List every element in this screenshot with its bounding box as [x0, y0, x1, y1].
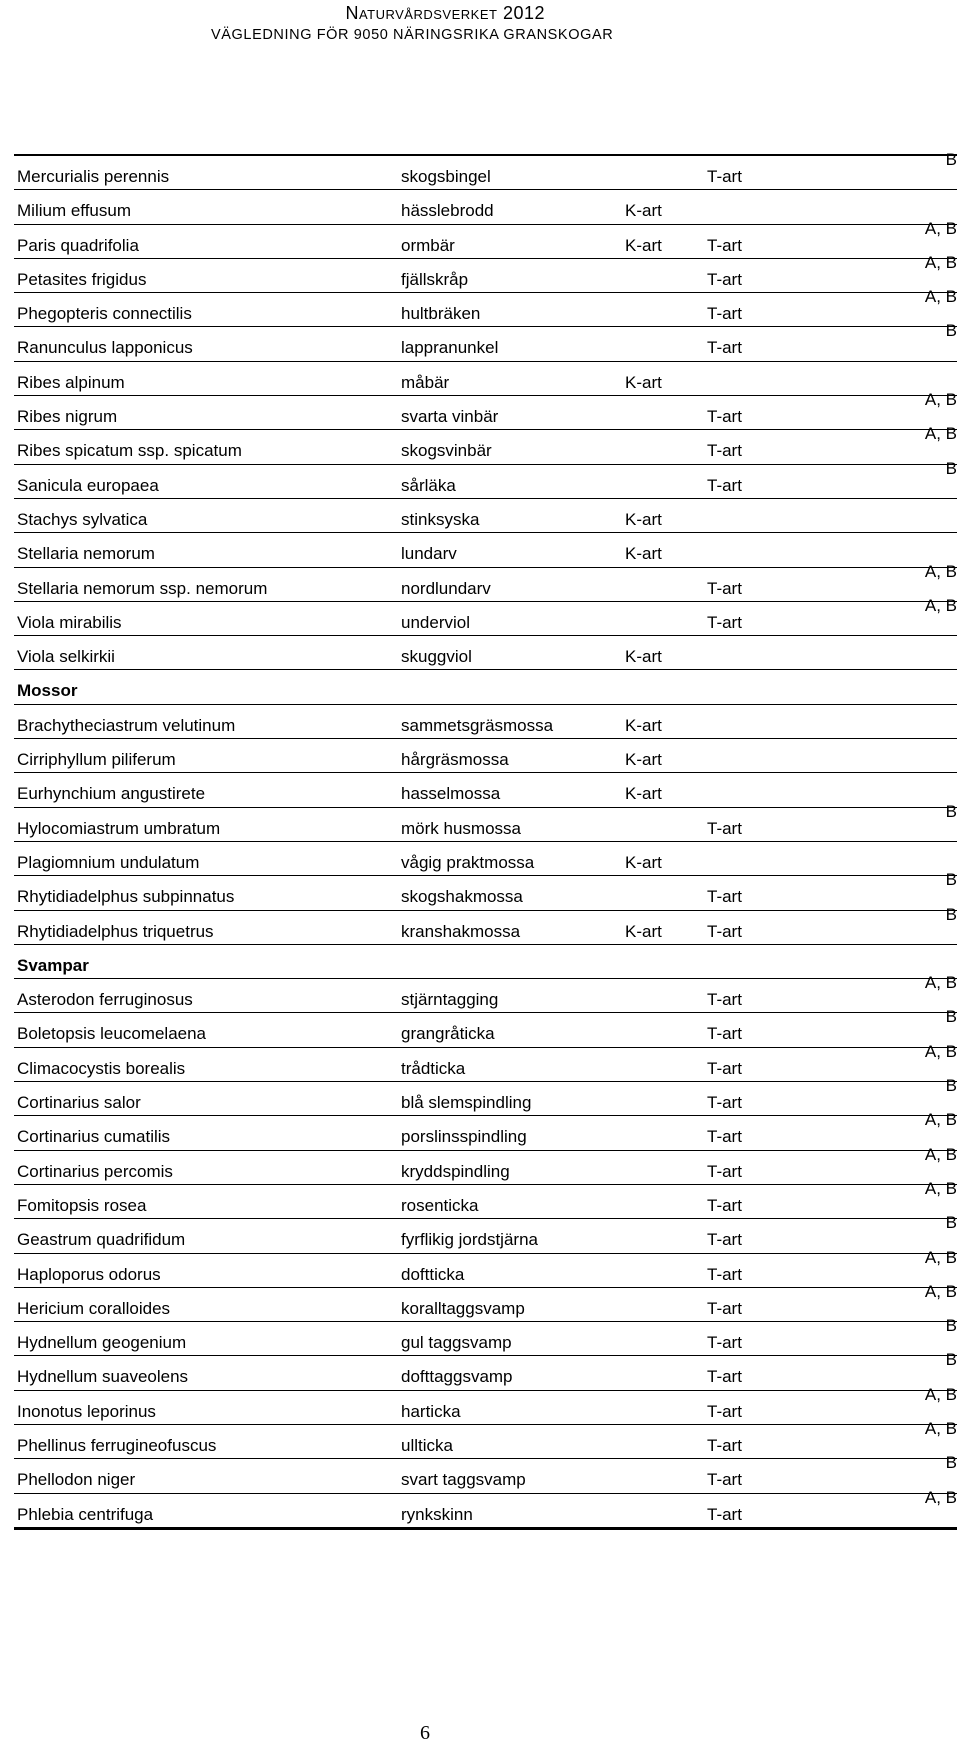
k-art-cell: K-art: [625, 544, 662, 564]
swedish-name-cell: fyrflikig jordstjärna: [401, 1230, 538, 1250]
swedish-name-cell: måbär: [401, 372, 450, 392]
latin-name-cell: Phlebia centrifuga: [17, 1504, 154, 1524]
t-art-cell: T-art: [707, 1401, 742, 1421]
page-number: 6: [420, 1722, 430, 1744]
t-art-cell: T-art: [707, 1230, 742, 1250]
swedish-name-cell: trådticka: [401, 1058, 466, 1078]
swedish-name-cell: stinksyska: [401, 509, 480, 529]
habitat-code-cell: B: [945, 1350, 957, 1370]
latin-name-cell: Mercurialis perennis: [17, 167, 170, 186]
table-row: [14, 499, 957, 533]
t-art-cell: T-art: [707, 475, 742, 495]
table-row: [14, 595, 957, 636]
table-row: [14, 1350, 957, 1390]
table-row: [14, 739, 957, 773]
latin-name-cell: Hydnellum geogenium: [17, 1333, 187, 1353]
header-publisher: Naturvårdsverket 2012: [345, 3, 545, 23]
t-art-cell: T-art: [707, 407, 742, 427]
swedish-name-cell: skogsbingel: [401, 167, 491, 186]
habitat-code-cell: B: [945, 870, 957, 890]
swedish-name-cell: dofttaggsvamp: [401, 1367, 513, 1387]
t-art-cell: T-art: [707, 1504, 742, 1524]
table-row: [14, 190, 957, 224]
latin-name-cell: Cirriphyllum piliferum: [17, 750, 176, 770]
swedish-name-cell: lundarv: [401, 544, 457, 564]
table-row: [14, 533, 957, 567]
swedish-name-cell: hasselmossa: [401, 784, 501, 804]
latin-name-cell: Phellodon niger: [17, 1470, 136, 1490]
k-art-cell: K-art: [625, 715, 662, 735]
table-row: [14, 1418, 957, 1459]
latin-name-cell: Sanicula europaea: [17, 475, 159, 495]
header-title: VÄGLEDNING FÖR 9050 NÄRINGSRIKA GRANSKOGAR: [211, 27, 614, 43]
swedish-name-cell: grangråticka: [401, 1024, 495, 1044]
swedish-name-cell: ullticka: [401, 1435, 453, 1455]
t-art-cell: T-art: [707, 1435, 742, 1455]
habitat-code-cell: A, B: [924, 1247, 957, 1267]
latin-name-cell: Stellaria nemorum ssp. nemorum: [17, 578, 268, 598]
swedish-name-cell: blå slemspindling: [401, 1093, 532, 1113]
table-row: [14, 1316, 957, 1356]
table-row: [14, 801, 957, 842]
habitat-code-cell: B: [945, 458, 957, 478]
latin-name-cell: Rhytidiadelphus subpinnatus: [17, 887, 235, 907]
swedish-name-cell: skogshakmossa: [401, 887, 523, 907]
swedish-name-cell: porslinsspindling: [401, 1127, 527, 1147]
t-art-cell: T-art: [707, 338, 742, 358]
swedish-name-cell: stjärntagging: [401, 990, 499, 1010]
latin-name-cell: Phellinus ferrugineofuscus: [17, 1435, 217, 1455]
table-row: [14, 636, 957, 670]
table-row: [14, 218, 957, 259]
latin-name-cell: Hylocomiastrum umbratum: [17, 818, 221, 838]
table-row: [14, 904, 957, 945]
t-art-cell: T-art: [707, 304, 742, 324]
habitat-code-cell: A, B: [924, 218, 957, 238]
t-art-cell: T-art: [707, 1298, 742, 1318]
k-art-cell: K-art: [625, 750, 662, 770]
table-row: [14, 1076, 957, 1116]
table-row: [14, 973, 957, 1013]
habitat-code-cell: A, B: [924, 561, 957, 581]
habitat-code-cell: A, B: [924, 595, 957, 615]
latin-name-cell: Haploporus odorus: [17, 1264, 161, 1284]
latin-name-cell: Cortinarius salor: [17, 1093, 141, 1113]
latin-name-cell: Petasites frigidus: [17, 269, 147, 289]
latin-name-cell: Fomitopsis rosea: [17, 1195, 147, 1215]
k-art-cell: K-art: [625, 372, 662, 392]
section-header-row: [14, 670, 957, 704]
t-art-cell: T-art: [707, 1367, 742, 1387]
t-art-cell: T-art: [707, 269, 742, 289]
habitat-code-cell: B: [945, 904, 957, 924]
k-art-cell: K-art: [625, 647, 662, 667]
table-row: [14, 561, 957, 602]
latin-name-cell: Geastrum quadrifidum: [17, 1230, 186, 1250]
table-row: [14, 1281, 957, 1322]
t-art-cell: T-art: [707, 167, 742, 186]
table-row: [14, 390, 957, 430]
t-art-cell: T-art: [707, 990, 742, 1010]
k-art-cell: K-art: [625, 921, 662, 941]
latin-name-cell: Ranunculus lapponicus: [17, 338, 193, 358]
table-row: [14, 1384, 957, 1425]
latin-name-cell: Ribes spicatum ssp. spicatum: [17, 441, 242, 461]
swedish-name-cell: doftticka: [401, 1264, 465, 1284]
table-row: [14, 1487, 957, 1530]
t-art-cell: T-art: [707, 1093, 742, 1113]
habitat-code-cell: B: [945, 1453, 957, 1473]
swedish-name-cell: hultbräken: [401, 304, 481, 324]
table-row: [14, 842, 957, 876]
t-art-cell: T-art: [707, 578, 742, 598]
swedish-name-cell: skuggviol: [401, 647, 472, 667]
swedish-name-cell: sammetsgräsmossa: [401, 715, 554, 735]
habitat-code-cell: B: [945, 1076, 957, 1096]
swedish-name-cell: vågig praktmossa: [401, 852, 535, 872]
table-row: [14, 424, 957, 464]
swedish-name-cell: underviol: [401, 612, 470, 632]
habitat-code-cell: B: [945, 1007, 957, 1027]
swedish-name-cell: kryddspindling: [401, 1161, 510, 1181]
table-row: [14, 870, 957, 910]
table-row: [14, 287, 957, 327]
t-art-cell: T-art: [707, 1161, 742, 1181]
t-art-cell: T-art: [707, 1264, 742, 1284]
swedish-name-cell: kranshakmossa: [401, 921, 521, 941]
swedish-name-cell: nordlundarv: [401, 578, 491, 598]
section-title: Mossor: [17, 681, 78, 701]
latin-name-cell: Inonotus leporinus: [17, 1401, 156, 1421]
t-art-cell: T-art: [707, 921, 742, 941]
table-row: [14, 1110, 957, 1150]
table-row: [14, 362, 957, 396]
t-art-cell: T-art: [707, 1195, 742, 1215]
latin-name-cell: Stachys sylvatica: [17, 509, 148, 529]
swedish-name-cell: ormbär: [401, 235, 455, 255]
latin-name-cell: Ribes alpinum: [17, 372, 125, 392]
habitat-code-cell: A, B: [924, 424, 957, 444]
k-art-cell: K-art: [625, 784, 662, 804]
t-art-cell: T-art: [707, 612, 742, 632]
habitat-code-cell: A, B: [924, 1384, 957, 1404]
latin-name-cell: Rhytidiadelphus triquetrus: [17, 921, 214, 941]
habitat-code-cell: A, B: [924, 1041, 957, 1061]
latin-name-cell: Climacocystis borealis: [17, 1058, 186, 1078]
latin-name-cell: Boletopsis leucomelaena: [17, 1024, 207, 1044]
k-art-cell: K-art: [625, 201, 662, 221]
swedish-name-cell: hårgräsmossa: [401, 750, 509, 770]
section-header-row: [14, 945, 957, 979]
swedish-name-cell: mörk husmossa: [401, 818, 521, 838]
t-art-cell: T-art: [707, 1127, 742, 1147]
swedish-name-cell: koralltaggsvamp: [401, 1298, 525, 1318]
latin-name-cell: Phegopteris connectilis: [17, 304, 192, 324]
table-row: [14, 1144, 957, 1185]
table-row: [14, 150, 957, 190]
habitat-code-cell: A, B: [924, 1487, 957, 1507]
habitat-code-cell: A, B: [924, 1178, 957, 1198]
latin-name-cell: Hydnellum suaveolens: [17, 1367, 189, 1387]
swedish-name-cell: fjällskråp: [401, 269, 469, 289]
latin-name-cell: Cortinarius cumatilis: [17, 1127, 171, 1147]
habitat-code-cell: A, B: [924, 1144, 957, 1164]
t-art-cell: T-art: [707, 1470, 742, 1490]
habitat-code-cell: B: [945, 1316, 957, 1336]
t-art-cell: T-art: [707, 1058, 742, 1078]
swedish-name-cell: svarta vinbär: [401, 407, 499, 427]
k-art-cell: K-art: [625, 852, 662, 872]
table-row: [14, 1007, 957, 1047]
swedish-name-cell: svart taggsvamp: [401, 1470, 526, 1490]
swedish-name-cell: rosenticka: [401, 1195, 479, 1215]
table-row: [14, 1453, 957, 1493]
latin-name-cell: Plagiomnium undulatum: [17, 852, 200, 872]
latin-name-cell: Asterodon ferruginosus: [17, 990, 193, 1010]
latin-name-cell: Milium effusum: [17, 201, 131, 221]
habitat-code-cell: A, B: [924, 390, 957, 410]
swedish-name-cell: gul taggsvamp: [401, 1333, 512, 1353]
habitat-code-cell: B: [945, 321, 957, 341]
k-art-cell: K-art: [625, 235, 662, 255]
habitat-code-cell: A, B: [924, 287, 957, 307]
latin-name-cell: Brachytheciastrum velutinum: [17, 715, 236, 735]
swedish-name-cell: rynkskinn: [401, 1504, 473, 1524]
habitat-code-cell: A, B: [924, 1418, 957, 1438]
swedish-name-cell: skogsvinbär: [401, 441, 492, 461]
t-art-cell: T-art: [707, 235, 742, 255]
swedish-name-cell: sårläka: [401, 475, 456, 495]
latin-name-cell: Eurhynchium angustirete: [17, 784, 206, 804]
swedish-name-cell: hässlebrodd: [401, 201, 494, 221]
habitat-code-cell: B: [945, 150, 957, 169]
t-art-cell: T-art: [707, 1024, 742, 1044]
t-art-cell: T-art: [707, 1333, 742, 1353]
latin-name-cell: Viola selkirkii: [17, 647, 115, 667]
swedish-name-cell: harticka: [401, 1401, 461, 1421]
table-row: [14, 252, 957, 293]
table-row: [14, 1178, 957, 1219]
habitat-code-cell: A, B: [924, 1281, 957, 1301]
habitat-code-cell: A, B: [924, 1110, 957, 1130]
t-art-cell: T-art: [707, 818, 742, 838]
t-art-cell: T-art: [707, 887, 742, 907]
swedish-name-cell: lappranunkel: [401, 338, 499, 358]
latin-name-cell: Cortinarius percomis: [17, 1161, 173, 1181]
latin-name-cell: Ribes nigrum: [17, 407, 118, 427]
habitat-code-cell: B: [945, 1213, 957, 1233]
latin-name-cell: Paris quadrifolia: [17, 235, 139, 255]
table-row: [14, 321, 957, 361]
latin-name-cell: Hericium coralloides: [17, 1298, 171, 1318]
latin-name-cell: Stellaria nemorum: [17, 544, 155, 564]
table-row: [14, 773, 957, 807]
section-title: Svampar: [17, 955, 89, 975]
k-art-cell: K-art: [625, 509, 662, 529]
table-row: [14, 1247, 957, 1288]
habitat-code-cell: B: [945, 801, 957, 821]
t-art-cell: T-art: [707, 441, 742, 461]
latin-name-cell: Viola mirabilis: [17, 612, 122, 632]
table-row: [14, 705, 957, 739]
table-row: [14, 1041, 957, 1082]
habitat-code-cell: A, B: [924, 252, 957, 272]
table-row: [14, 458, 957, 499]
habitat-code-cell: A, B: [924, 973, 957, 993]
species-table: [14, 150, 957, 1530]
table-row: [14, 1213, 957, 1253]
